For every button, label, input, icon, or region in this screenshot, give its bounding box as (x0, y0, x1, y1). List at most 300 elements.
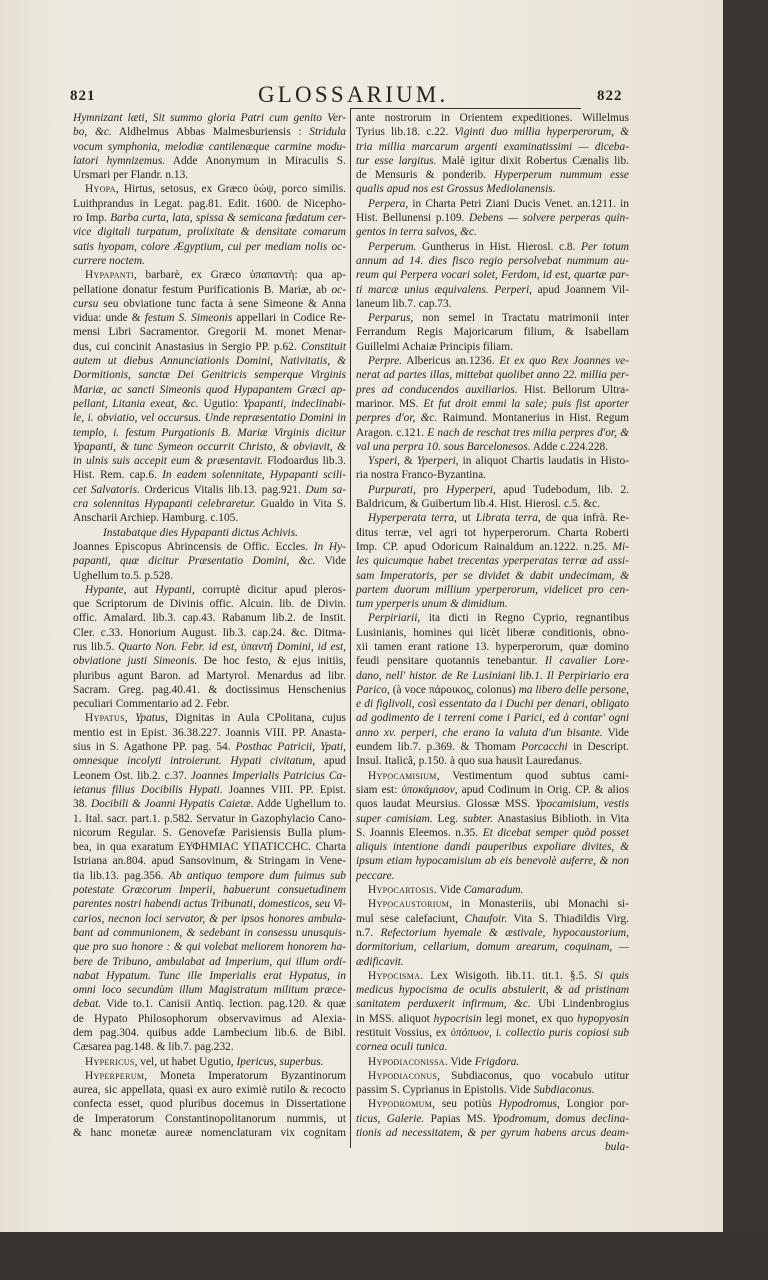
glossary-entry (356, 483, 629, 512)
italic-text: carios, necnon loci servator, & per ipsos honores ambula- (73, 912, 346, 925)
italic-text: Instabatque dies Hypapanti dictus Achivis. (103, 526, 298, 539)
text: Imp. CP. apud Odoricum Rainaldum an.1222. n.25. (356, 540, 613, 553)
text: Vita S. Thiadildis Virg. (507, 912, 629, 925)
text: Gualdo in Vita S. (255, 498, 346, 511)
text-line (356, 411, 629, 425)
text: , Dignitas in Aula CPolitana, cujus (165, 712, 346, 725)
italic-text: medicus hypocisma de oculis abstulerit, & ad pristinam (356, 984, 629, 997)
text: Sacram. Greg. pag.40.41. & doctissimus Henschenius (73, 683, 346, 696)
italic-text: Hyperperi (446, 483, 493, 496)
text: ria nostra Franco-Byzantina. (356, 469, 486, 482)
text-line (73, 883, 346, 897)
italic-text: Hyperperata terra (368, 512, 455, 525)
text-line (73, 812, 346, 826)
italic-text: Debens — solvere perperas quin- (469, 212, 629, 225)
text-line (356, 983, 629, 997)
text-line (356, 1012, 629, 1026)
italic-text: tionis ad necessitatem, & per gyrum habens arcus deam- (356, 1127, 629, 1140)
text-line (73, 540, 346, 554)
text-line (73, 311, 346, 325)
italic-text: ὑπόπυον (450, 1027, 489, 1039)
italic-text: Parico, (356, 683, 390, 696)
text-line (73, 626, 346, 640)
text-line (73, 697, 346, 711)
text-line (73, 354, 346, 368)
text-line (356, 426, 629, 440)
italic-text: aliquis intentione dandi pauperibus expoliare divites, & (356, 841, 629, 854)
text-line (73, 654, 346, 668)
italic-text: Et fut droit emmi la sale; puis fist aporter (423, 397, 629, 410)
italic-text: Mi- (612, 540, 629, 553)
glossary-entry (356, 897, 629, 968)
text: mul sese calefaciunt, (356, 912, 465, 925)
text-line (73, 611, 346, 625)
text-line (73, 140, 346, 154)
text: pluribus agunt Baron. ad Martyrol. Menardus ad libr. (73, 669, 346, 682)
text: Joannes Episcopus Abrincensis de Offic. Eccles. (73, 540, 314, 553)
italic-text: partem duorum millium yperperorum, videlicet pro cen- (356, 583, 629, 596)
text-line (356, 111, 629, 125)
text-line (73, 783, 346, 797)
text: , in aliquot Chartis laudatis in Histo- (455, 455, 629, 468)
text-line (73, 240, 346, 254)
italic-text: templo, i. festum Purgationis B. Mariæ Virginis dicitur (73, 426, 346, 439)
text: ro Imp. (73, 212, 111, 225)
italic-text: pres ad conducendos auxiliarios. (356, 383, 518, 396)
italic-text: anno xv. perperi, che erano la valuta d'un bisante. (356, 726, 603, 739)
text: sius in S. Agathone PP. pag. 54. (73, 741, 236, 754)
text-line (73, 955, 346, 969)
text-line (356, 325, 629, 339)
text-line (356, 283, 629, 297)
glossary-entry (73, 711, 346, 1054)
text: Papias MS. (424, 1112, 493, 1125)
text: laneum lib.7. cap.73. (356, 297, 452, 310)
text: , apud Tudebodum, lib. 2. (492, 483, 629, 496)
text: bea, in qua exaratum ΕΥΦΗΜΙΑϹ ΥΠΑΤΙϹϹΗϹ. Charta (73, 841, 346, 854)
italic-text: bere de Tribuno, ambulabat ad Imperium, qui illum ordi- (73, 955, 346, 968)
text: Cler. c.33. Honorium August. lib.3. cap.24. &c. Ditma- (73, 626, 346, 639)
entry-continuation (73, 111, 346, 182)
italic-text: parentes nostri habendi actus Tribunati, domesticos, seu Vi- (73, 898, 347, 911)
text: de Mensuris & ponderib. (356, 169, 495, 182)
headword: Hypapanti (85, 269, 135, 282)
text-line (73, 197, 346, 211)
glossary-entry (356, 769, 629, 883)
italic-text: Hypante (85, 583, 124, 596)
headword: Hypocisma (368, 969, 421, 982)
text-line (73, 225, 346, 239)
text-line (73, 969, 346, 983)
text-line (356, 812, 629, 826)
text-line (73, 340, 346, 354)
italic-text: Stridula (309, 126, 346, 139)
italic-text: Constituit (301, 340, 346, 353)
italic-text: In eadem solennitate, Hypapanti scili- (162, 469, 346, 482)
text-line (356, 955, 629, 969)
italic-text: cet Salvatoris. (73, 483, 140, 496)
italic-text: vocum symphonia, melodiæ cantilenæque carmine modu- (73, 140, 346, 153)
catchword: bula- (604, 1141, 629, 1154)
text-line (356, 912, 629, 926)
text: 1. Ital. sacr. part.1. p.582. Servatur in Gazophylacio Cano- (73, 812, 346, 825)
text-line (73, 854, 346, 868)
glossary-entry (73, 1055, 346, 1069)
text: , Subdiaconus, quo vocabulo utitur (437, 1069, 629, 1082)
text: , corruptè dicitur apud pleros- (191, 583, 346, 596)
text: , pro (412, 483, 447, 496)
italic-text: gentos in terra salvos, &c. (356, 226, 477, 239)
text: , in Monasteriis, ubi Monachi si- (449, 898, 629, 911)
glossary-entry (356, 240, 629, 311)
italic-text: Ypapanti, & tunc Symeon occurrit Christo, & obviavit, & (73, 440, 346, 453)
scanner-background-bottom (0, 1232, 768, 1280)
text: . Lex Wisigoth. lib.11. tit.1. §.5. (420, 969, 595, 982)
text-line (356, 740, 629, 754)
headword: Hyopa (85, 183, 116, 196)
italic-text: val una perpra 10. sous Barcelonesos. (356, 440, 531, 453)
italic-text: Ypocamisium, vestis (535, 798, 630, 811)
italic-text: nerat ad partes illas, mittebat quolibet anno 22. millia per- (356, 369, 629, 382)
text: , non semel in Tractatu matrimonii inter (410, 312, 629, 325)
text-line (356, 840, 629, 854)
italic-text: oc- (331, 283, 346, 296)
text: ante nostrorum in Orientem expeditiones. Willelmus (356, 112, 629, 124)
text: , in Charta Petri Ziani Ducis Venet. an.1211. in (405, 197, 629, 210)
text-line (356, 769, 629, 783)
text: Leonem Ost. lib.2. c.37. (73, 769, 191, 782)
text: Aldhelmus Abbas Malmesburiensis : (111, 126, 310, 139)
text: , aut (123, 583, 156, 596)
text-line (356, 1083, 629, 1097)
text-line (356, 654, 629, 668)
headword: Hypericus (85, 1055, 135, 1068)
text-line (73, 297, 346, 311)
text-line (356, 640, 629, 654)
text: n.7. (356, 926, 381, 939)
italic-text: les quicumque habet trecentas yperperatas terræ ad assi- (356, 555, 629, 568)
text: aurea, sic appellata, quasi ex auro eximiè rutilo & recocto (73, 1084, 346, 1097)
italic-text: Ypapanti, indeclinabi- (243, 397, 346, 410)
text-line (356, 340, 629, 354)
glossary-entry (73, 1069, 346, 1140)
text: . Vide (444, 1055, 475, 1068)
text-line (356, 240, 629, 254)
text: , (489, 1027, 496, 1039)
text-line (356, 726, 629, 740)
italic-text: Refectorium hyemale & æstivale, hypocaustorium, (380, 926, 630, 939)
text-line (356, 225, 629, 239)
text-line (73, 368, 346, 382)
glossary-entry (356, 354, 629, 454)
column-divider (350, 108, 351, 1148)
text: Vide to.1. Canisii Antiq. lection. pag.120. & quæ (101, 998, 346, 1011)
text: , apud Joannem Vil- (529, 283, 629, 296)
italic-text: papanti, quæ dicitur Præsentatio Domini, &c. (73, 555, 316, 568)
text: tia lib.13. pag.356. (73, 869, 169, 882)
italic-text: Ipericus, superbus. (236, 1055, 324, 1068)
text: feudi pensitare quotannis tenebantur. (356, 655, 545, 668)
italic-text: omnesque incolyti introierunt. (73, 755, 222, 768)
text: restituit Vossius, ex (356, 1027, 451, 1039)
italic-text: Ysperi (368, 455, 398, 468)
text: peculiari Commentario ad 2. Febr. (73, 698, 230, 711)
right-column (356, 111, 629, 1155)
text: , Hirtus, setosus, ex Græco ὑώψ, porco similis. (115, 183, 346, 196)
text: , de qua infrà. Re- (537, 512, 630, 525)
text: , Longior por- (557, 1098, 629, 1111)
text-line (356, 1026, 629, 1040)
text: Adde Anonymum in Miraculis S. (165, 154, 346, 167)
italic-text: pellant, Litania exeat, &c. (73, 397, 199, 410)
text-line (356, 797, 629, 811)
text-line (73, 1083, 346, 1097)
text: Raimund. Montanerius in Hist. Regum (437, 412, 629, 425)
text-line (73, 426, 346, 440)
italic-text: in ulnis suis accepit eum & præsentavit. (73, 455, 264, 468)
text-line (73, 997, 346, 1011)
italic-text: peccare. (356, 869, 395, 882)
text-line (73, 669, 346, 683)
glossary-entry (73, 583, 346, 712)
italic-text: autem ut diebus Annunciationis Domini, Nativitatis, & (73, 355, 346, 368)
text: . Vide (433, 884, 464, 897)
headword: Hypocaustorium (368, 898, 450, 911)
text-line (73, 797, 346, 811)
italic-text: Barba curta, lata, spissa & semicana fœdatum cer- (110, 212, 346, 225)
italic-text: reum qui Perpera vocari solet, Ferdom, id est, quartæ par- (356, 269, 629, 282)
text: , seu potiùs (432, 1098, 499, 1111)
italic-text: super camisiam. (356, 812, 433, 825)
text-line (73, 1040, 346, 1054)
text-line (356, 854, 629, 868)
text-line (356, 1055, 629, 1069)
text-line (356, 826, 629, 840)
italic-text: Viginti duo millia hyperperorum, & (454, 126, 629, 139)
text: & hanc monetæ aureæ nomenclaturam vix cognitam (73, 1127, 346, 1140)
text-line (73, 168, 346, 182)
text: siam est: (356, 783, 402, 796)
italic-text: Hypati civitatum (230, 755, 313, 768)
text-line (356, 140, 629, 154)
text: Hist. Bellunensi p.109. (356, 212, 470, 225)
text: Hist. Bellorum Ultra- (517, 383, 629, 396)
text: legi monet, ex quo (481, 1012, 578, 1025)
text: De hoc festo, & ejus initiis, (197, 655, 346, 668)
text-line (356, 168, 629, 182)
text: dus, cui concinit Anastasius in Sergio PP. p.62. (73, 340, 302, 353)
page-number-left: 821 (70, 88, 96, 104)
text: Anastasius Biblioth. in Vita (493, 812, 629, 825)
text-line (73, 125, 346, 139)
italic-text: currere noctem. (73, 254, 145, 267)
text: Baldricum, & Guibertum lib.4. Hist. Hierosl. c.5. &c. (356, 498, 600, 511)
text: Anscharii Archiep. Hamburg. c.105. (73, 512, 239, 525)
glossary-entry (356, 1069, 629, 1098)
text-line (356, 197, 629, 211)
italic-text: cursu (73, 297, 99, 310)
text: Ubi Lindenbrogius (530, 998, 629, 1011)
text-line (356, 454, 629, 468)
italic-text: tria millia marcarum argenti examinatissimi — diceba- (356, 140, 629, 153)
text-line (356, 311, 629, 325)
text-line (73, 283, 346, 297)
text: Joannes VIII. PP. Epist. (222, 783, 346, 796)
text-line (356, 397, 629, 411)
italic-text: Chaufoir. (464, 912, 508, 925)
text: S. Joannis Eleemos. n.35. (356, 826, 483, 839)
entry-continuation (73, 540, 346, 583)
text-line (356, 254, 629, 268)
italic-text: Hyperperum nummum esse (494, 169, 629, 182)
text-line (356, 997, 629, 1011)
text-line (356, 569, 629, 583)
italic-text: Yperperi (416, 455, 456, 468)
glossary-entry (356, 1055, 629, 1069)
text-line (356, 669, 629, 683)
text: in Descript. (567, 741, 629, 754)
text-line (73, 597, 346, 611)
text-line (73, 769, 346, 783)
text-line (73, 926, 346, 940)
text-line (73, 583, 346, 597)
text-line (73, 683, 346, 697)
italic-text: Hypodromus (498, 1098, 557, 1111)
italic-text: qualis apud nos est Grossus Mediolanensis. (356, 183, 556, 196)
text-line (73, 569, 346, 583)
text-line (356, 268, 629, 282)
text: de Hypato Philosophorum observavimus ad Alexia- (73, 1012, 346, 1025)
text: Ordericus Vitalis lib.13. pag.921. (139, 483, 306, 496)
text-line (73, 526, 346, 540)
text-line (356, 697, 629, 711)
italic-text: e di figlivoli, così essentato da i Duchi per denari, obligato (356, 698, 629, 711)
text-line (73, 497, 346, 511)
text: marinor. MS. (356, 397, 424, 410)
text: , ut (454, 512, 476, 525)
italic-text: Et ex quo Rex Joannes ve- (499, 355, 629, 368)
italic-text: Purpurati (368, 483, 413, 496)
text-line (356, 869, 629, 883)
text: , barbarè, ex Græco ὑπαπαντὴ: qua ap- (134, 269, 346, 282)
text: Luithprandus in Legat. pag.81. Edit. 1600. de Nicepho- (73, 197, 346, 210)
text-line (73, 754, 346, 768)
text-line (73, 897, 346, 911)
text-line (73, 840, 346, 854)
glossary-entry (356, 611, 629, 768)
text-line (356, 1097, 629, 1111)
header-rule (351, 108, 581, 109)
italic-text: ipsum etiam hypocamisium ab eis benevolè auferre, & non (356, 855, 629, 868)
text-line (73, 511, 346, 525)
text: de Imperatorum Constantinopolitanorum nummis, ut (73, 1112, 346, 1125)
glossary-entry (73, 268, 346, 525)
italic-text: Si quis (594, 969, 629, 982)
text-line (356, 368, 629, 382)
italic-text: Ypatus (135, 712, 166, 725)
text: Flodoardus lib.3. (263, 455, 346, 468)
text-line (356, 554, 629, 568)
text-line (356, 583, 629, 597)
italic-text: Perpiriarii (368, 612, 418, 625)
text-line (73, 325, 346, 339)
text: , vel, ut habet Ugutio, (134, 1055, 237, 1068)
text-line (73, 1069, 346, 1083)
text: appellari in Codice Re- (232, 312, 346, 325)
text-line (356, 626, 629, 640)
italic-text: annum ad 14. dies fisco regio persolvebat nummum au- (356, 254, 629, 267)
text-line (356, 526, 629, 540)
italic-text: Ab antiquo tempore dum fuimus sub (168, 869, 346, 882)
text-line (73, 711, 346, 725)
text: in MSS. aliquot (356, 1012, 434, 1025)
italic-text: E nach de reschat tres milia perpres d'or, & (427, 426, 630, 439)
text-line (73, 182, 346, 196)
text-line (73, 383, 346, 397)
italic-text: perpres d'or, &c. (356, 412, 438, 425)
text-line (356, 383, 629, 397)
text: rus lib.5. (73, 640, 119, 653)
text-line (73, 1112, 346, 1126)
text: eundem lib.7. p.369. & Thomam (356, 741, 522, 754)
text-line (73, 211, 346, 225)
text: , apud Codinum in Orig. CP. & alios (454, 783, 629, 796)
italic-text: Perperi (494, 283, 530, 296)
text-line (73, 111, 346, 125)
text-line (356, 611, 629, 625)
text: Lusinianis, homines qui licèt liberæ conditionis, obno- (356, 626, 629, 639)
text: (à voce πάροικος, colonus) (389, 683, 519, 696)
text: mentio est in Epist. 36.38.227. Joannis VIII. PP. Anasta- (73, 726, 346, 739)
text: Insul. Italicâ, p.150. à quo sua hausit Lauredanus. (356, 755, 582, 768)
italic-text: Hypanti (155, 583, 192, 596)
italic-text: tur esse largitus. (356, 154, 437, 167)
text-line (356, 497, 629, 511)
italic-text: latori hymnizemus. (73, 154, 166, 167)
text-line (356, 125, 629, 139)
italic-text: Quarto Non. Febr. id est, ὑπαντῆ Domini, id est, (118, 640, 346, 653)
italic-text: nabat Hypatum. Tunc ille Imperialis erat Hypatus, in (73, 969, 346, 982)
italic-text: Mariæ, ac sancti Simeonis quod Hypapantem Græci ap- (73, 383, 346, 396)
text-line (73, 1126, 346, 1140)
italic-text: ὑποκάμισον (401, 783, 455, 796)
italic-text: cornea oculi tunica. (356, 1041, 448, 1054)
text: , Vestimentum quod subtus cami- (436, 769, 629, 782)
text-line (73, 411, 346, 425)
italic-text: festum S. Simeonis (144, 312, 233, 325)
text: , ita dicti in Regno Cyprio, regnantibus (417, 612, 629, 625)
text-line (73, 1055, 346, 1069)
text-line (356, 1126, 629, 1140)
glossary-entry (356, 197, 629, 240)
text: , Moneta Imperatorum Byzantinorum (144, 1069, 346, 1082)
text-line (356, 440, 629, 454)
italic-text: hypopyosin (577, 1012, 630, 1025)
italic-text: ticus, Galerie. (356, 1112, 425, 1125)
glossary-entry (356, 969, 629, 1055)
italic-text: bant ad communionem, & sedebant in consessu unusquis- (73, 926, 346, 939)
italic-text: Porcacchi (521, 741, 568, 754)
text: dem pag.304. quibus adde Lambecium lib.6. de Bibl. (73, 1027, 346, 1039)
italic-text: ad godimento de i terreni come i Parici, ed à contar' ogni (356, 712, 629, 725)
text-line (356, 182, 629, 196)
text-line (73, 468, 346, 482)
text-line (73, 726, 346, 740)
text: que Scriptorum de Divinis offic. Alcuin. lib. de Divin. (73, 598, 346, 611)
text-line (356, 597, 629, 611)
text: mensi Libri Sacramentor. Gregorii M. monet Menar- (73, 326, 346, 339)
italic-text: cra solennitas Hypapanti celebraretur. (73, 498, 256, 511)
